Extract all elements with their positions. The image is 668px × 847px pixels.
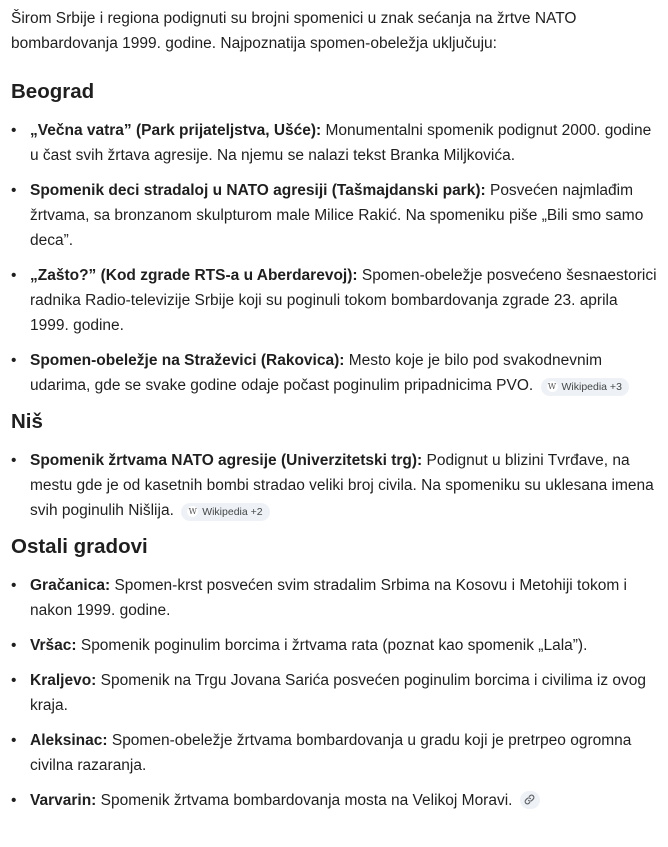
list-item bbox=[11, 633, 660, 658]
source-link-button[interactable] bbox=[520, 791, 540, 809]
wikipedia-icon: W bbox=[547, 382, 557, 391]
bullet-icon: • bbox=[11, 732, 17, 749]
item-text: Posvećen najmlađim žrtvama, sa bronzanom skulpturom male Milice Rakić. Na spomeniku piše „Bili smo samo deca”. bbox=[30, 182, 644, 249]
list-item bbox=[11, 263, 660, 338]
item-title: Spomenik žrtvama NATO agresije (Univerzitetski trg): bbox=[30, 452, 423, 469]
list-item bbox=[11, 668, 660, 718]
item-text: Podignut u blizini Tvrđave, na mestu gde je od kasetnih bombi stradao veliki broj civila. Na spomeniku su uklesana imena svih poginulih Nišlija. bbox=[30, 452, 654, 519]
list-item bbox=[11, 178, 660, 253]
section-heading-beograd: Beograd bbox=[11, 80, 95, 103]
bullet-icon: • bbox=[11, 637, 17, 654]
bullet-icon: • bbox=[11, 577, 17, 594]
list-item bbox=[11, 118, 660, 168]
list-nis bbox=[11, 448, 660, 523]
item-title: Varvarin: bbox=[30, 792, 97, 809]
source-chip-label: Wikipedia +3 bbox=[561, 380, 622, 393]
item-title: „Večna vatra” (Park prijateljstva, Ušće): bbox=[30, 122, 322, 139]
bullet-icon: • bbox=[11, 792, 17, 809]
bullet-icon: • bbox=[11, 182, 17, 199]
item-text: Spomenik poginulim borcima i žrtvama rata (poznat kao spomenik „Lala”). bbox=[76, 637, 588, 654]
item-title: Gračanica: bbox=[30, 577, 111, 594]
bullet-icon: • bbox=[11, 452, 17, 469]
item-text: Spomenik žrtvama bombardovanja mosta na Velikoj Moravi. bbox=[96, 792, 513, 809]
section-heading-nis: Niš bbox=[11, 410, 43, 433]
wikipedia-icon: W bbox=[188, 507, 197, 516]
section-ostali-gradovi bbox=[11, 533, 660, 813]
list-item bbox=[11, 448, 660, 523]
bullet-icon: • bbox=[11, 122, 17, 139]
item-title: Spomenik deci stradaloj u NATO agresiji (Tašmajdanski park): bbox=[30, 182, 486, 199]
section-beograd bbox=[11, 78, 660, 398]
list-ostali-gradovi bbox=[11, 573, 660, 813]
source-chip[interactable] bbox=[181, 503, 269, 521]
source-chip-label: Wikipedia +2 bbox=[202, 505, 263, 518]
link-icon bbox=[524, 794, 535, 805]
item-text: Spomen-obeležje žrtvama bombardovanja u gradu koji je pretrpeo ogromna civilna razaranja. bbox=[30, 732, 632, 774]
list-item bbox=[11, 573, 660, 623]
bullet-icon: • bbox=[11, 267, 17, 284]
list-item bbox=[11, 728, 660, 778]
item-title: Spomen-obeležje na Straževici (Rakovica): bbox=[30, 352, 345, 369]
section-heading-ostali-gradovi: Ostali gradovi bbox=[11, 535, 148, 558]
item-text: Spomenik na Trgu Jovana Sarića posvećen poginulim borcima i civilima iz ovog kraja. bbox=[30, 672, 646, 714]
item-title: Aleksinac: bbox=[30, 732, 108, 749]
list-item bbox=[11, 348, 660, 398]
list-beograd bbox=[11, 118, 660, 398]
item-text: Spomen-obeležje posvećeno šesnaestorici radnika Radio-televizije Srbije koji su poginuli tokom bombardovanja zgrade 23. aprila 1999. godine. bbox=[30, 267, 657, 334]
item-text: Monumentalni spomenik podignut 2000. godine u čast svih žrtava agresije. Na njemu se nalazi tekst Branka Miljkovića. bbox=[30, 122, 652, 164]
section-nis bbox=[11, 408, 660, 523]
item-text: Spomen-krst posvećen svim stradalim Srbima na Kosovu i Metohiji tokom i nakon 1999. godine. bbox=[30, 577, 627, 619]
item-title: Vršac: bbox=[30, 637, 77, 654]
item-text: Mesto koje je bilo pod svakodnevnim udarima, gde se svake godine odaje počast poginulim pripadnicima PVO. bbox=[30, 352, 603, 394]
bullet-icon: • bbox=[11, 672, 17, 689]
source-chip[interactable] bbox=[541, 378, 629, 396]
list-item bbox=[11, 788, 660, 813]
intro-paragraph: Širom Srbije i regiona podignuti su brojni spomenici u znak sećanja na žrtve NATO bombardovanja 1999. godine. Najpoznatija spomen-obeležja uključuju: bbox=[11, 10, 577, 52]
item-title: Kraljevo: bbox=[30, 672, 97, 689]
bullet-icon: • bbox=[11, 352, 17, 369]
item-title: „Zašto?” (Kod zgrade RTS-a u Aberdarevoj): bbox=[30, 267, 358, 284]
